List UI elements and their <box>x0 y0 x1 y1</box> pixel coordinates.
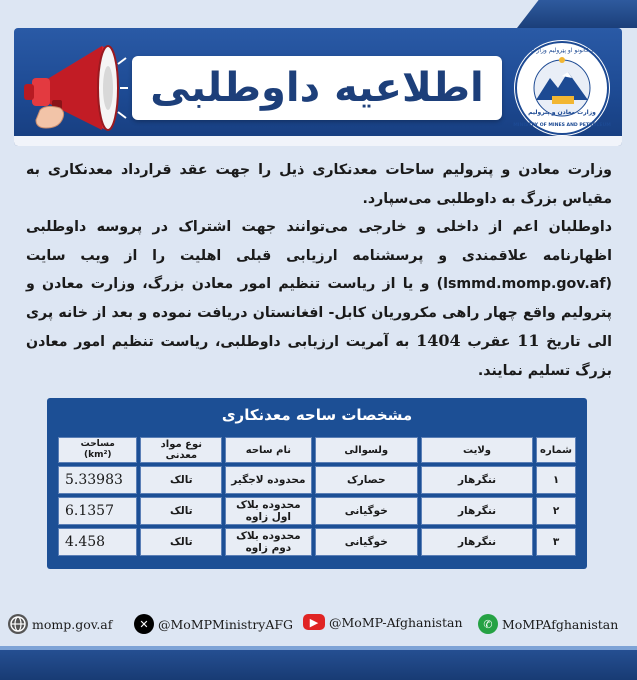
svg-text:وزارت معادن و پترولیم: وزارت معادن و پترولیم <box>528 109 596 116</box>
globe-icon <box>8 614 28 634</box>
announcement-title: اطلاعیه داوطلبی <box>132 56 502 120</box>
megaphone-icon <box>18 38 128 136</box>
cell-area: 6.1357 <box>58 497 137 525</box>
table-header-row <box>58 437 576 463</box>
ministry-logo <box>512 38 612 138</box>
cell-site-name: محدوده بلاک دوم زاوه <box>225 528 311 556</box>
header-province: ولایت <box>421 437 533 463</box>
social-footer <box>0 602 637 646</box>
table-title: مشخصات ساحه معدنکاری <box>221 406 413 424</box>
header-number: شماره <box>536 437 576 463</box>
svg-text:MINISTRY OF MINES AND PETROLEU: MINISTRY OF MINES AND PETROLEUM <box>513 123 611 128</box>
header-district: ولسوالی <box>315 437 418 463</box>
announcement-body <box>26 156 612 385</box>
cell-material: تالک <box>140 497 222 525</box>
youtube-handle: @MoMP-Afghanistan <box>329 614 463 630</box>
website-text: momp.gov.af <box>32 616 113 632</box>
cell-province: ننگرهار <box>421 497 533 525</box>
bottom-band <box>0 650 637 680</box>
paragraph-details: داوطلبان اعم از داخلی و خارجی می‌توانند جهت اشتراک در پروسه داوطلبی اظهارنامه علاقمندی و پرسشنامه ارزیابی قبلی اهلیت را از ویب سایت (lsmmd.momp.gov.af) و یا از ریاست تنظیم امور معادن بزرگ، وزارت معادن و پترولیم واقع چهار راهی مکروریان کابل- افغانستان دریافت نموده و بعد از خانه پری الی تاریخ 11 عقرب 1404 به آمریت ارزیابی داوطلبی، ریاست تنظیم امور معادن بزرگ تسلیم نمایند. <box>26 219 612 379</box>
cell-district: حصارک <box>315 466 418 494</box>
footer-x[interactable] <box>134 614 293 634</box>
table-row <box>58 497 576 525</box>
cell-material: تالک <box>140 528 222 556</box>
cell-province: ننگرهار <box>421 528 533 556</box>
cell-district: خوگیانی <box>315 497 418 525</box>
cell-province: ننگرهار <box>421 466 533 494</box>
header-material: نوع مواد معدنی <box>140 437 222 463</box>
youtube-icon: ▶ <box>303 614 325 630</box>
mining-sites-table <box>55 434 579 559</box>
header-area: مساحت (km²) <box>58 437 137 463</box>
paragraph-intro: وزارت معادن و پترولیم ساحات معدنکاری ذیل را جهت عقد قرارداد معدنکاری به مقیاس بزرگ به داوطلبی می‌سپارد. <box>26 162 612 207</box>
website-link[interactable]: lsmmd.momp.gov.af <box>443 276 606 292</box>
footer-whatsapp[interactable] <box>478 614 618 634</box>
cell-site-name: محدوده لاجگیر <box>225 466 311 494</box>
corner-decoration <box>517 0 637 28</box>
cell-site-name: محدوده بلاک اول زاوه <box>225 497 311 525</box>
announcement-header <box>14 28 622 146</box>
cell-number: ۲ <box>536 497 576 525</box>
footer-website[interactable] <box>8 614 112 634</box>
whatsapp-handle: MoMPAfghanistan <box>502 616 619 632</box>
mining-sites-card <box>47 398 587 569</box>
header-site-name: نام ساحه <box>225 437 311 463</box>
cell-material: تالک <box>140 466 222 494</box>
whatsapp-icon: ✆ <box>478 614 498 634</box>
footer-youtube[interactable] <box>303 614 463 630</box>
deadline-day: 11 <box>517 331 540 350</box>
table-row <box>58 528 576 556</box>
cell-number: ۱ <box>536 466 576 494</box>
x-logo-icon: ✕ <box>134 614 154 634</box>
cell-number: ۳ <box>536 528 576 556</box>
cell-area: 4.458 <box>58 528 137 556</box>
table-row <box>58 466 576 494</box>
cell-district: خوگیانی <box>315 528 418 556</box>
cell-area: 5.33983 <box>58 466 137 494</box>
deadline-year: 1404 <box>416 331 461 350</box>
svg-text:د کانونو او پټرولیم وزارت: د کانونو او پټرولیم وزارت <box>530 47 594 54</box>
x-handle: @MoMPMinistryAFG <box>158 616 294 632</box>
